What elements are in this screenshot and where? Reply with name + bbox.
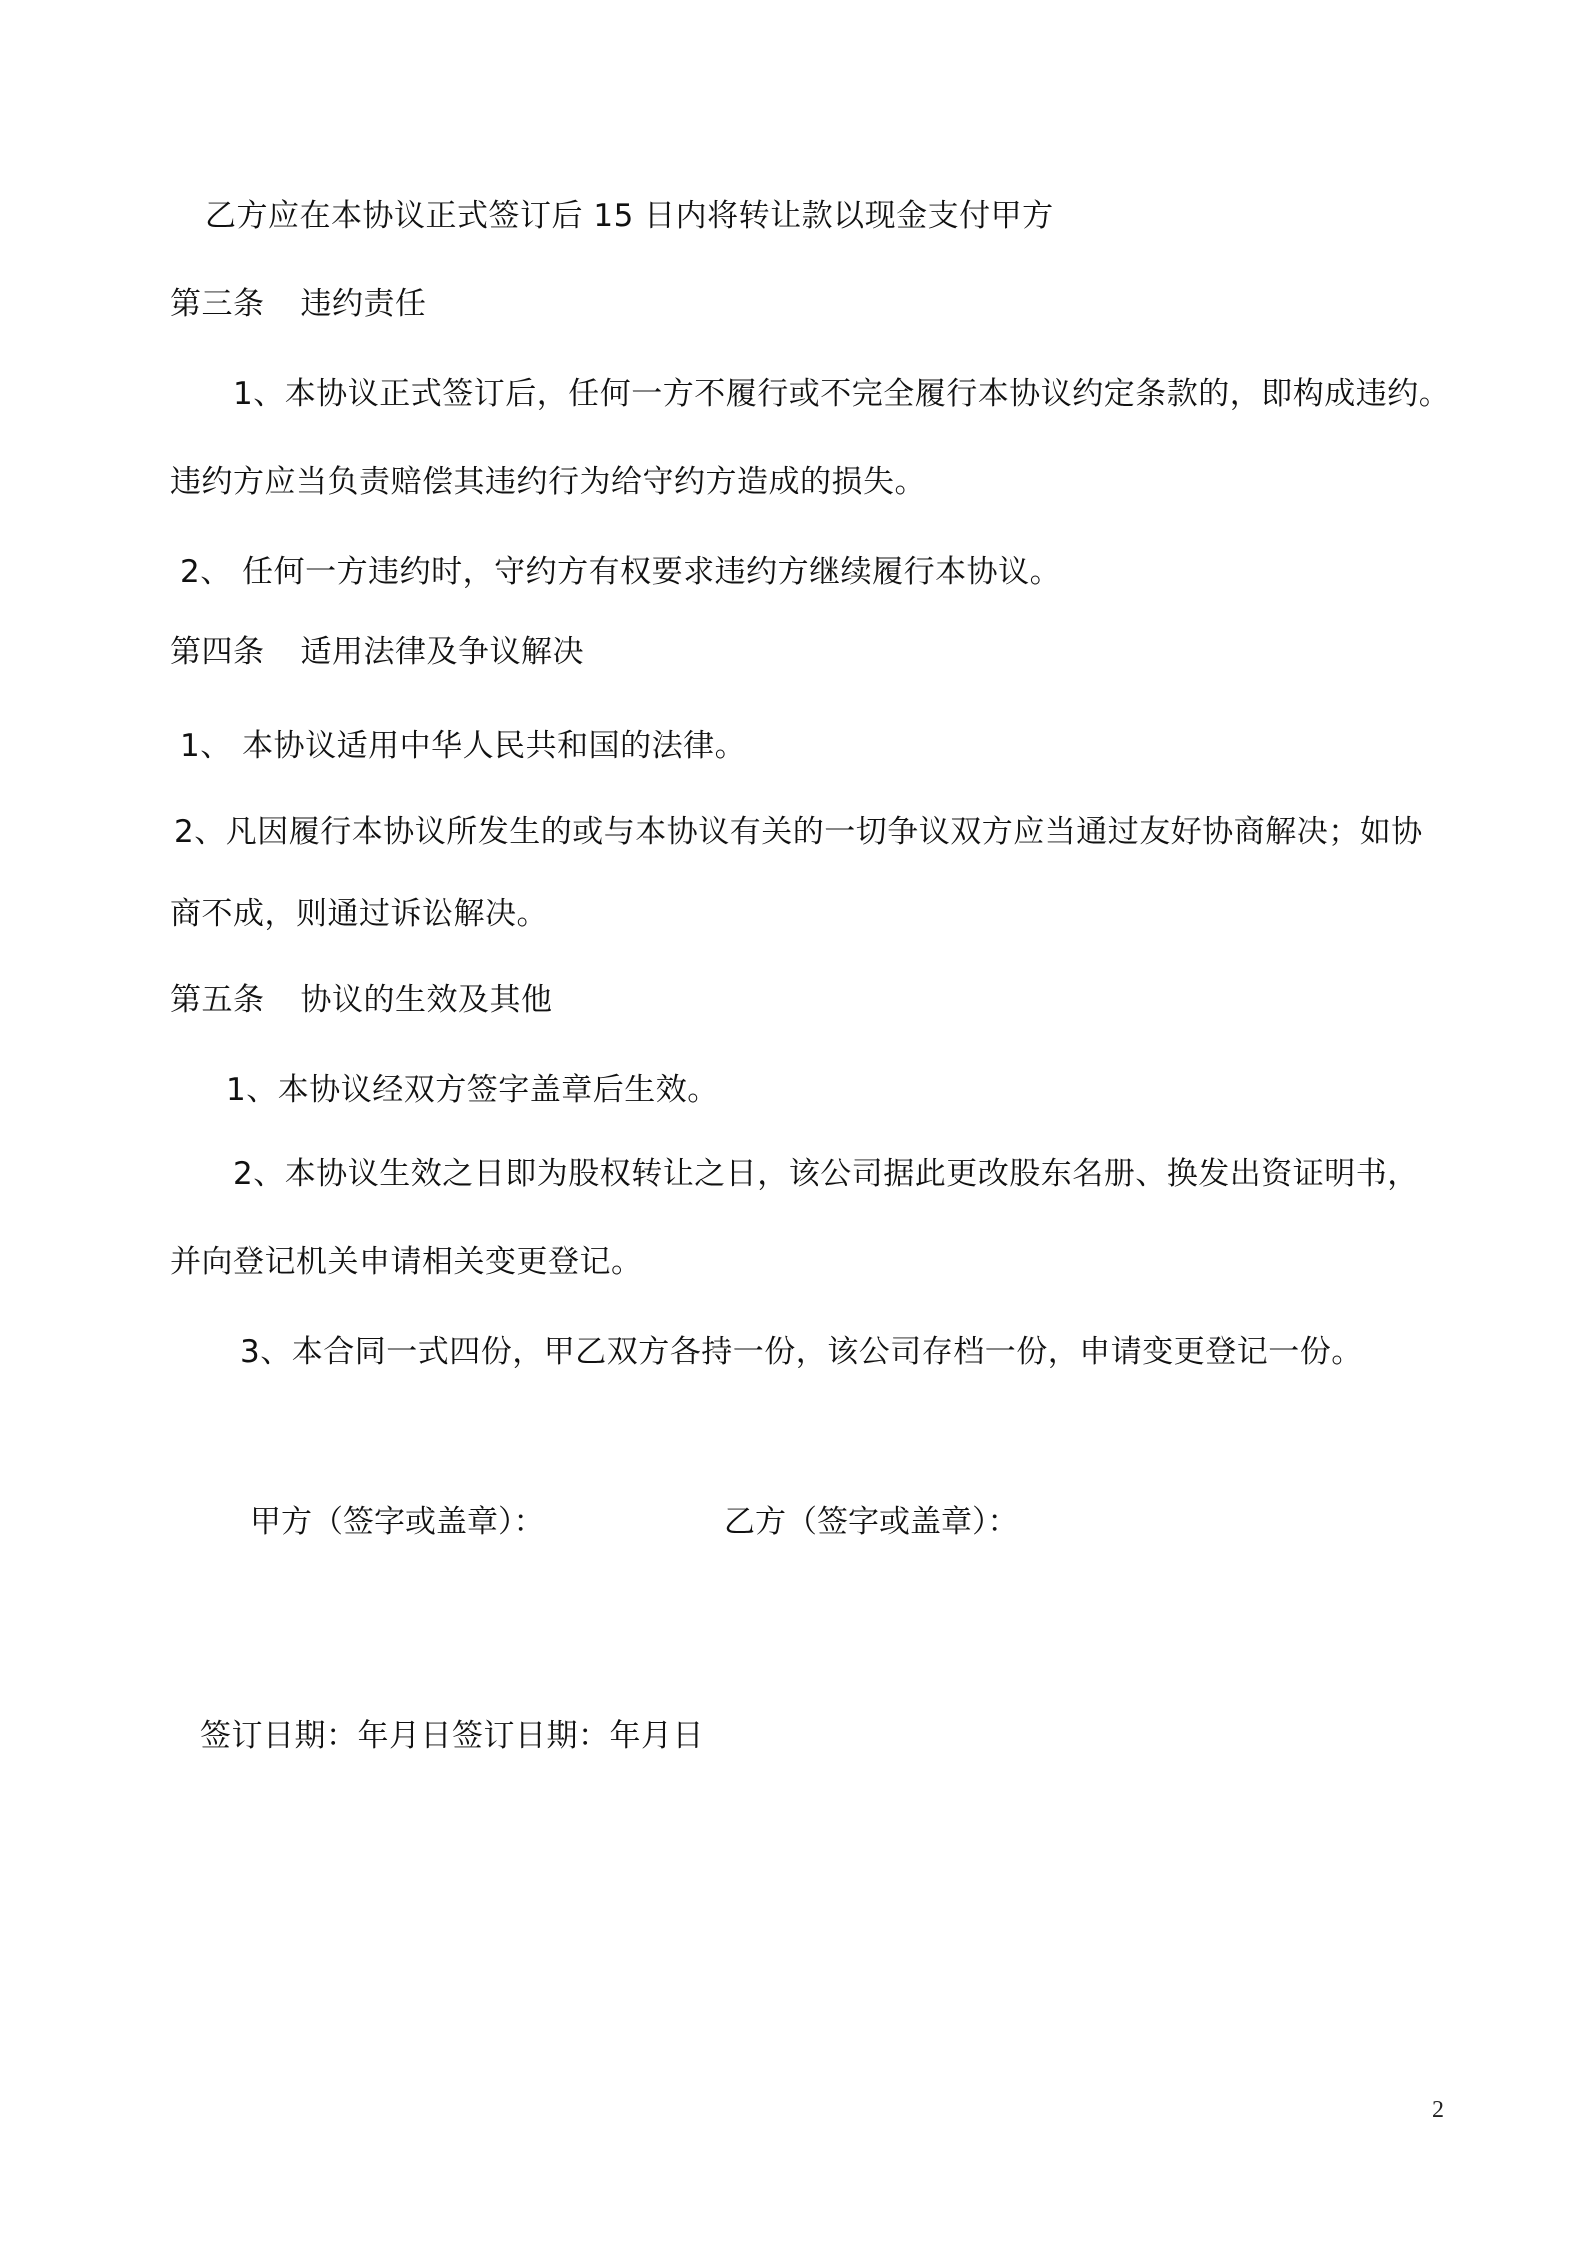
article-5-item-3: 3、本合同一式四份，甲乙双方各持一份，该公司存档一份，申请变更登记一份。 <box>240 1334 1363 1370</box>
party-b-signature: 乙方（签字或盖章）： <box>724 1504 1019 1540</box>
article-3-heading <box>170 284 427 324</box>
article-4-item-2-line-1: 2、凡因履行本协议所发生的或与本协议有关的一切争议双方应当通过友好协商解决；如协 <box>174 814 1423 850</box>
article-5-item-1: 1、本协议经双方签字盖章后生效。 <box>226 1072 719 1108</box>
article-3-number: 第三条 <box>170 286 265 322</box>
article-5-number: 第五条 <box>170 982 265 1018</box>
article-5-item-2-line-2: 并向登记机关申请相关变更登记。 <box>170 1244 643 1280</box>
article-3-item-2: 2、 任何一方违约时，守约方有权要求违约方继续履行本协议。 <box>180 554 1062 590</box>
article-4-item-1: 1、 本协议适用中华人民共和国的法律。 <box>180 728 747 764</box>
signing-date: 签订日期：年月日签订日期：年月日 <box>200 1718 704 1754</box>
article-5-title: 协议的生效及其他 <box>300 982 553 1018</box>
article-3-item-1-line-2: 违约方应当负责赔偿其违约行为给守约方造成的损失。 <box>170 464 926 500</box>
article-3-item-1-line-1: 1、本协议正式签订后，任何一方不履行或不完全履行本协议约定条款的，即构成违约。 <box>233 376 1451 412</box>
article-4-number: 第四条 <box>170 634 265 670</box>
article-3-title: 违约责任 <box>300 286 427 322</box>
article-5-heading <box>170 980 553 1020</box>
party-a-signature: 甲方（签字或盖章）： <box>250 1504 545 1540</box>
page-number: 2 <box>1432 2097 1444 2123</box>
article-4-item-2-line-2: 商不成，则通过诉讼解决。 <box>170 896 548 932</box>
article-4-title: 适用法律及争议解决 <box>300 634 584 670</box>
article-5-item-2-line-1: 2、本协议生效之日即为股权转让之日，该公司据此更改股东名册、换发出资证明书， <box>233 1156 1419 1192</box>
article-4-heading <box>170 632 584 672</box>
payment-clause: 乙方应在本协议正式签订后 15 日内将转让款以现金支付甲方 <box>205 198 1054 234</box>
